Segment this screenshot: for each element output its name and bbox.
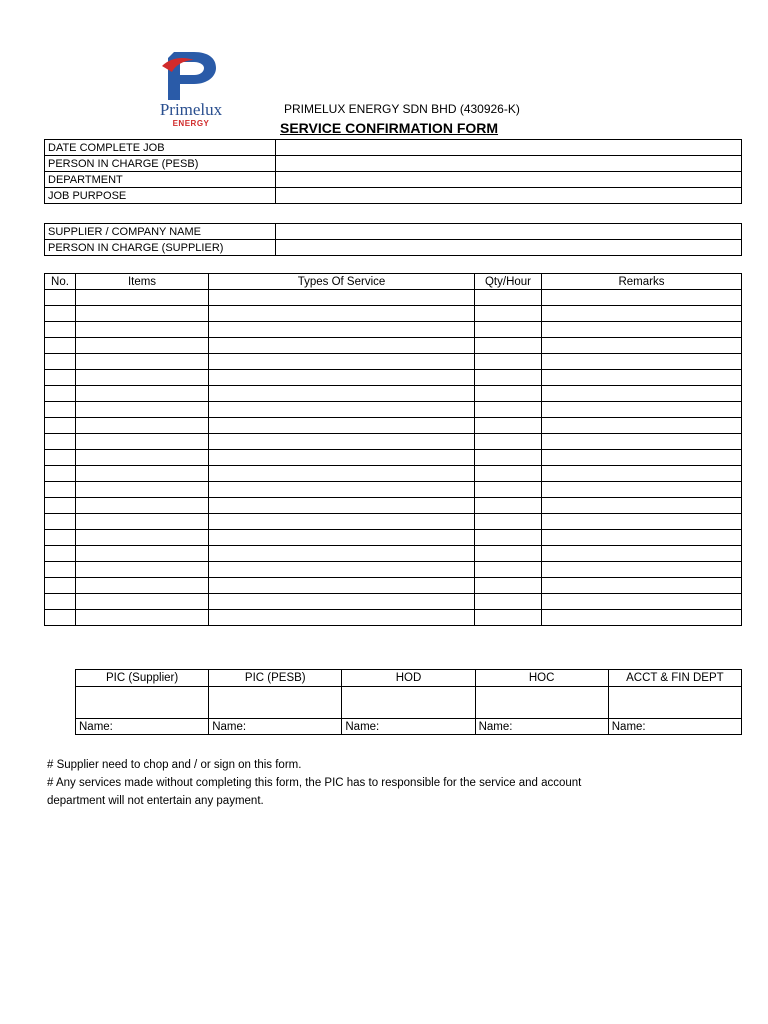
table-row xyxy=(45,482,742,498)
table-row xyxy=(45,450,742,466)
name-label[interactable]: Name: xyxy=(209,719,342,735)
table-cell[interactable] xyxy=(209,418,475,434)
table-cell[interactable] xyxy=(475,578,542,594)
table-row xyxy=(45,354,742,370)
table-row xyxy=(45,370,742,386)
table-cell[interactable] xyxy=(76,514,209,530)
job-info-value[interactable] xyxy=(276,188,742,204)
table-row xyxy=(45,562,742,578)
table-cell[interactable] xyxy=(475,322,542,338)
table-cell[interactable] xyxy=(542,530,742,546)
table-cell[interactable] xyxy=(76,434,209,450)
table-cell[interactable] xyxy=(45,402,76,418)
job-info-value[interactable] xyxy=(276,172,742,188)
table-cell[interactable] xyxy=(542,578,742,594)
table-row xyxy=(45,498,742,514)
table-cell[interactable] xyxy=(45,306,76,322)
table-cell[interactable] xyxy=(475,530,542,546)
table-cell[interactable] xyxy=(45,450,76,466)
table-row xyxy=(45,322,742,338)
table-row xyxy=(45,402,742,418)
table-cell[interactable] xyxy=(475,450,542,466)
supplier-info-value[interactable] xyxy=(276,224,742,240)
table-cell[interactable] xyxy=(542,402,742,418)
table-cell[interactable] xyxy=(45,482,76,498)
table-cell[interactable] xyxy=(45,578,76,594)
table-cell[interactable] xyxy=(542,418,742,434)
table-cell[interactable] xyxy=(209,322,475,338)
table-cell[interactable] xyxy=(45,290,76,306)
table-cell[interactable] xyxy=(542,498,742,514)
table-cell[interactable] xyxy=(209,370,475,386)
job-info-row xyxy=(45,156,742,172)
supplier-info-label: SUPPLIER / COMPANY NAME xyxy=(45,224,276,240)
job-info-value[interactable] xyxy=(276,156,742,172)
notes xyxy=(47,756,747,810)
table-row xyxy=(45,578,742,594)
table-cell[interactable] xyxy=(542,546,742,562)
table-cell[interactable] xyxy=(542,386,742,402)
table-cell[interactable] xyxy=(45,434,76,450)
col-types-of-service: Types Of Service xyxy=(209,274,475,290)
table-cell[interactable] xyxy=(542,514,742,530)
col-items: Items xyxy=(76,274,209,290)
table-cell[interactable] xyxy=(45,386,76,402)
signature-box[interactable] xyxy=(76,687,209,719)
table-cell[interactable] xyxy=(209,434,475,450)
note-line: # Supplier need to chop and / or sign on this form. xyxy=(47,759,302,771)
job-info-row xyxy=(45,140,742,156)
table-cell[interactable] xyxy=(76,530,209,546)
col-qty-hour: Qty/Hour xyxy=(475,274,542,290)
table-cell[interactable] xyxy=(209,498,475,514)
table-cell[interactable] xyxy=(542,370,742,386)
table-cell[interactable] xyxy=(475,370,542,386)
signature-box[interactable] xyxy=(342,687,475,719)
table-cell[interactable] xyxy=(209,290,475,306)
table-cell[interactable] xyxy=(209,562,475,578)
signature-name-row xyxy=(76,719,742,735)
signature-box[interactable] xyxy=(475,687,608,719)
table-cell[interactable] xyxy=(542,450,742,466)
note-line: department will not entertain any payment. xyxy=(47,795,264,807)
table-cell[interactable] xyxy=(209,610,475,626)
table-cell[interactable] xyxy=(209,354,475,370)
items-table xyxy=(44,273,742,626)
table-cell[interactable] xyxy=(76,386,209,402)
table-cell[interactable] xyxy=(76,594,209,610)
table-cell[interactable] xyxy=(209,482,475,498)
table-cell[interactable] xyxy=(209,514,475,530)
supplier-info-table xyxy=(44,223,742,256)
table-row xyxy=(45,418,742,434)
table-cell[interactable] xyxy=(542,466,742,482)
col-no: No. xyxy=(45,274,76,290)
items-header-row xyxy=(45,274,742,290)
table-cell[interactable] xyxy=(475,466,542,482)
sig-acct-fin: ACCT & FIN DEPT xyxy=(608,670,741,687)
table-cell[interactable] xyxy=(209,466,475,482)
table-cell[interactable] xyxy=(76,290,209,306)
job-info-table xyxy=(44,139,742,204)
table-cell[interactable] xyxy=(45,530,76,546)
note-line: # Any services made without completing this form, the PIC has to responsible for the service and account xyxy=(47,777,582,789)
table-cell[interactable] xyxy=(542,322,742,338)
name-label[interactable]: Name: xyxy=(475,719,608,735)
table-cell[interactable] xyxy=(76,482,209,498)
signature-box[interactable] xyxy=(209,687,342,719)
table-cell[interactable] xyxy=(542,434,742,450)
table-cell[interactable] xyxy=(209,450,475,466)
table-cell[interactable] xyxy=(542,594,742,610)
sig-hoc: HOC xyxy=(475,670,608,687)
table-row xyxy=(45,290,742,306)
table-cell[interactable] xyxy=(475,482,542,498)
table-cell[interactable] xyxy=(45,498,76,514)
table-cell[interactable] xyxy=(475,594,542,610)
table-cell[interactable] xyxy=(475,498,542,514)
table-cell[interactable] xyxy=(209,306,475,322)
supplier-info-row xyxy=(45,240,742,256)
job-info-row xyxy=(45,188,742,204)
col-remarks: Remarks xyxy=(542,274,742,290)
table-row xyxy=(45,514,742,530)
table-cell[interactable] xyxy=(542,482,742,498)
table-cell[interactable] xyxy=(76,354,209,370)
table-cell[interactable] xyxy=(209,402,475,418)
supplier-info-value[interactable] xyxy=(276,240,742,256)
supplier-info-row xyxy=(45,224,742,240)
table-cell[interactable] xyxy=(76,562,209,578)
table-cell[interactable] xyxy=(45,354,76,370)
table-cell[interactable] xyxy=(475,610,542,626)
job-info-row xyxy=(45,172,742,188)
table-cell[interactable] xyxy=(76,610,209,626)
name-label[interactable]: Name: xyxy=(608,719,741,735)
table-cell[interactable] xyxy=(76,546,209,562)
table-cell[interactable] xyxy=(475,434,542,450)
form-title: SERVICE CONFIRMATION FORM xyxy=(280,120,499,136)
table-cell[interactable] xyxy=(45,418,76,434)
table-cell[interactable] xyxy=(76,322,209,338)
table-cell[interactable] xyxy=(542,610,742,626)
table-cell[interactable] xyxy=(45,514,76,530)
primelux-p-icon xyxy=(160,52,222,102)
table-cell[interactable] xyxy=(475,306,542,322)
table-cell[interactable] xyxy=(475,418,542,434)
table-cell[interactable] xyxy=(475,562,542,578)
table-cell[interactable] xyxy=(209,578,475,594)
table-cell[interactable] xyxy=(45,610,76,626)
table-cell[interactable] xyxy=(45,322,76,338)
table-row xyxy=(45,466,742,482)
logo-sub: ENERGY xyxy=(172,119,210,128)
table-cell[interactable] xyxy=(76,466,209,482)
table-row xyxy=(45,594,742,610)
table-cell[interactable] xyxy=(45,594,76,610)
table-cell[interactable] xyxy=(76,306,209,322)
sig-pic-pesb: PIC (PESB) xyxy=(209,670,342,687)
table-cell[interactable] xyxy=(45,466,76,482)
table-cell[interactable] xyxy=(76,338,209,354)
table-cell[interactable] xyxy=(45,370,76,386)
table-cell[interactable] xyxy=(475,386,542,402)
table-cell[interactable] xyxy=(45,562,76,578)
table-cell[interactable] xyxy=(475,514,542,530)
table-row xyxy=(45,306,742,322)
table-cell[interactable] xyxy=(475,354,542,370)
items-body xyxy=(45,290,742,626)
table-row xyxy=(45,338,742,354)
signature-box-row xyxy=(76,687,742,719)
table-cell[interactable] xyxy=(209,338,475,354)
job-info-value[interactable] xyxy=(276,140,742,156)
job-info-label: DEPARTMENT xyxy=(45,172,276,188)
table-cell[interactable] xyxy=(542,562,742,578)
sig-hod: HOD xyxy=(342,670,475,687)
table-cell[interactable] xyxy=(45,338,76,354)
company-name: PRIMELUX ENERGY SDN BHD (430926-K) xyxy=(284,102,520,116)
signature-box[interactable] xyxy=(608,687,741,719)
table-cell[interactable] xyxy=(76,498,209,514)
name-label[interactable]: Name: xyxy=(342,719,475,735)
logo-name: Primelux xyxy=(159,100,223,119)
table-row xyxy=(45,434,742,450)
table-cell[interactable] xyxy=(76,578,209,594)
signature-header-row xyxy=(76,670,742,687)
table-cell[interactable] xyxy=(475,338,542,354)
table-row xyxy=(45,610,742,626)
table-cell[interactable] xyxy=(209,546,475,562)
table-cell[interactable] xyxy=(45,546,76,562)
name-label[interactable]: Name: xyxy=(76,719,209,735)
table-cell[interactable] xyxy=(542,306,742,322)
job-info-label: PERSON IN CHARGE (PESB) xyxy=(45,156,276,172)
table-cell[interactable] xyxy=(209,594,475,610)
table-cell[interactable] xyxy=(209,386,475,402)
sig-pic-supplier: PIC (Supplier) xyxy=(76,670,209,687)
table-cell[interactable] xyxy=(475,402,542,418)
table-cell[interactable] xyxy=(475,290,542,306)
table-cell[interactable] xyxy=(76,402,209,418)
table-row xyxy=(45,530,742,546)
table-cell[interactable] xyxy=(542,338,742,354)
job-info-label: DATE COMPLETE JOB xyxy=(45,140,276,156)
table-row xyxy=(45,546,742,562)
table-cell[interactable] xyxy=(475,546,542,562)
table-cell[interactable] xyxy=(76,418,209,434)
supplier-info-label: PERSON IN CHARGE (SUPPLIER) xyxy=(45,240,276,256)
table-cell[interactable] xyxy=(209,530,475,546)
signature-table xyxy=(75,669,742,735)
table-cell[interactable] xyxy=(76,370,209,386)
table-row xyxy=(45,386,742,402)
table-cell[interactable] xyxy=(76,450,209,466)
job-info-label: JOB PURPOSE xyxy=(45,188,276,204)
table-cell[interactable] xyxy=(542,354,742,370)
table-cell[interactable] xyxy=(542,290,742,306)
company-logo xyxy=(145,52,237,134)
